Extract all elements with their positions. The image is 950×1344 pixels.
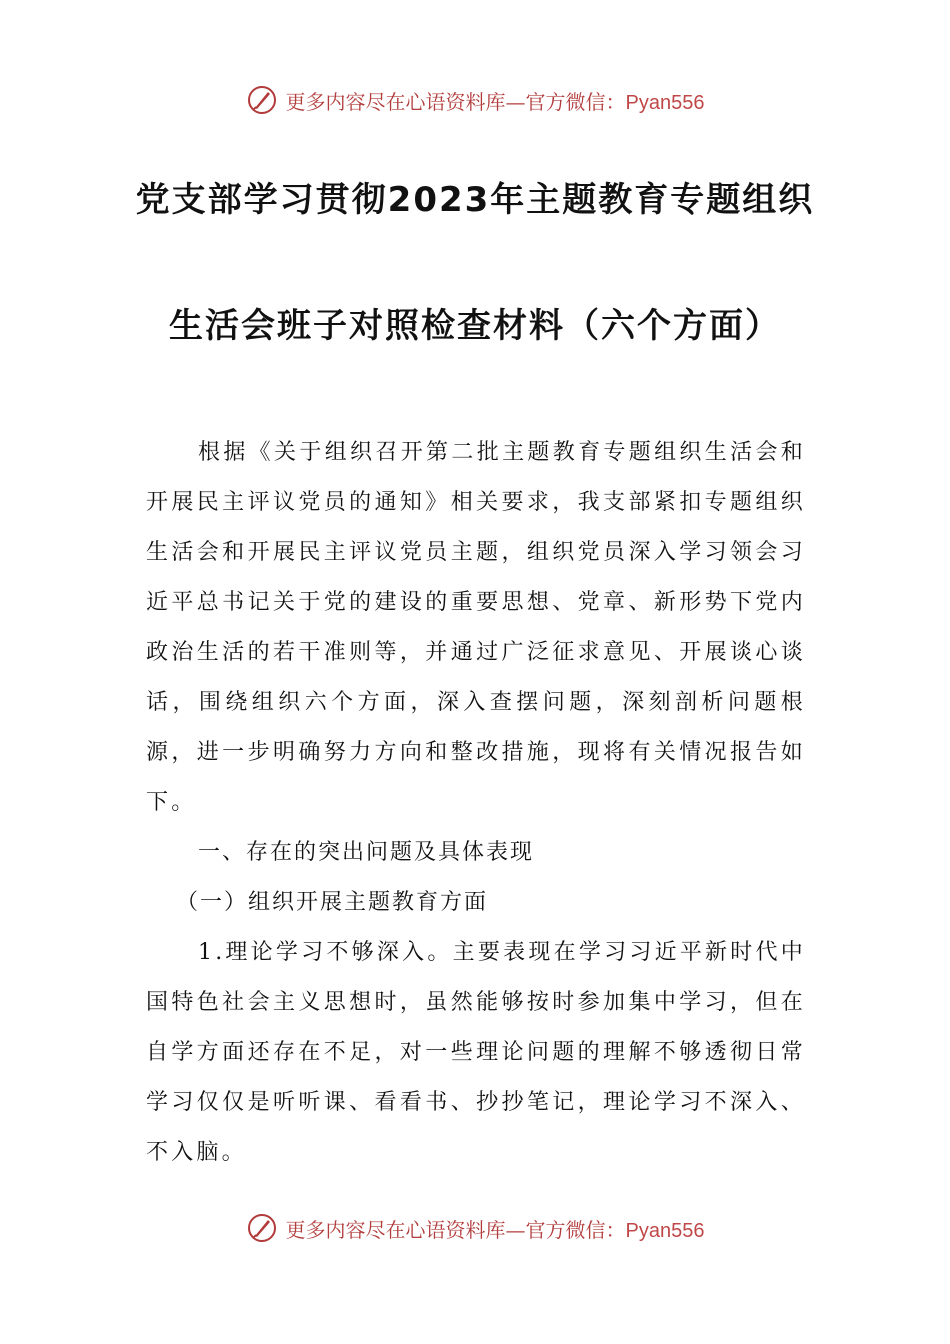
subsection-heading: （一）组织开展主题教育方面 bbox=[176, 890, 489, 915]
point-paragraph: 1.理论学习不够深入。主要表现在学习习近平新时代中国特色社会主义思想时，虽然能够按时参加集中学习，但在自学方面还存在不足，对一些理论问题的理解不够透彻日常学习仅仅是听听课、看看书、抄抄笔记，理论学习不深入、不入脑。 bbox=[146, 940, 806, 1165]
document-title-line-1: 党支部学习贯彻2023年主题教育专题组织 bbox=[135, 180, 815, 220]
document-title-line-2: 生活会班子对照检查材料（六个方面） bbox=[169, 306, 781, 346]
watermark-wechat-id: Pyan556 bbox=[625, 91, 705, 114]
quill-logo-icon bbox=[246, 84, 278, 116]
watermark-text: 更多内容尽在心语资料库—官方微信：Pyan556 bbox=[285, 1217, 705, 1242]
section-heading: 一、存在的突出问题及具体表现 bbox=[198, 840, 535, 865]
watermark-text: 更多内容尽在心语资料库—官方微信：Pyan556 bbox=[285, 89, 705, 114]
document-body bbox=[146, 428, 806, 1178]
intro-paragraph: 根据《关于组织召开第二批主题教育专题组织生活会和开展民主评议党员的通知》相关要求，我支部紧扣专题组织生活会和开展民主评议党员主题，组织党员深入学习领会习近平总书记关于党的建设的重要思想、党章、新形势下党内政治生活的若干准则等，并通过广泛征求意见、开展谈心谈话，围绕组织六个方面，深入查摆问题，深刻剖析问题根源，进一步明确努力方向和整改措施，现将有关情况报告如下。 bbox=[146, 440, 806, 815]
header-watermark bbox=[0, 84, 950, 116]
footer-watermark bbox=[0, 1212, 950, 1244]
watermark-wechat-id: Pyan556 bbox=[625, 1219, 705, 1242]
quill-logo-icon bbox=[246, 1212, 278, 1244]
